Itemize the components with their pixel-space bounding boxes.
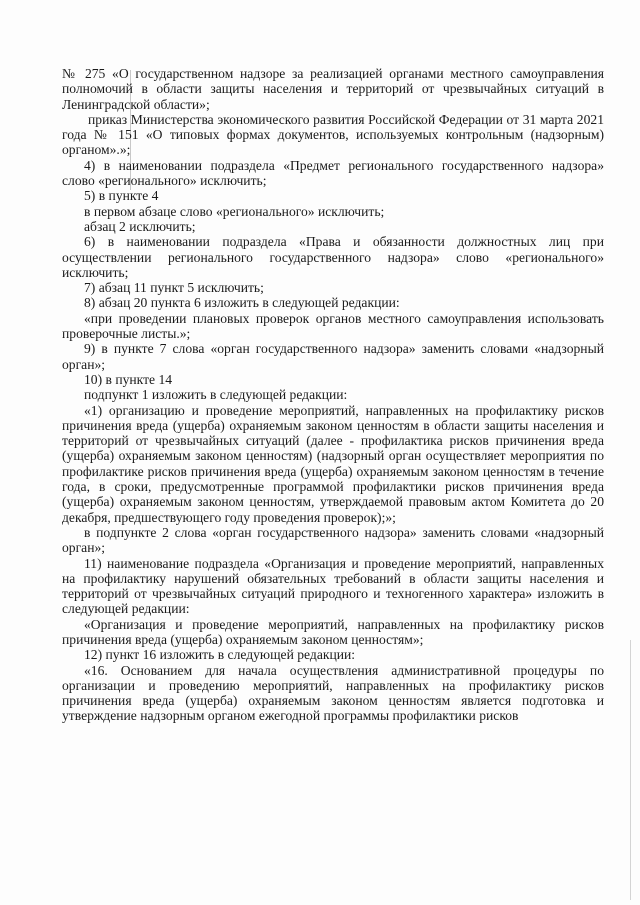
paragraph: 9) в пункте 7 слова «орган государственного надзора» заменить словами «надзорный орган»; <box>62 341 604 372</box>
paragraph: 5) в пункте 4 <box>84 188 159 204</box>
paragraph: 10) в пункте 14 <box>84 371 173 387</box>
paragraph: приказ Министерства экономического развития Российской Федерации от 31 марта 2021 года № 151 «О типовых формах документов, используемых контрольным (надзорным) органом».»; <box>62 111 604 158</box>
paragraph: 4) в наименовании подраздела «Предмет регионального государственного надзора» слово «регионального» исключить; <box>62 157 604 189</box>
paragraph: «1) организацию и проведение мероприятий, направленных на профилактику рисков причинения вреда (ущерба) охраняемым законом ценностям в области защиты населения и территорий от чрезвычайных ситуаций (далее - профилактика рисков причинения вреда (ущерба) охраняемым законом ценностям) (надзорный орган осуществляет мероприятия по профилактике рисков причинения вреда (ущерба) охраняемым законом ценностям в течение года, в сроки, предусмотренные программой профилактики рисков причинения вреда (ущерба) охраняемым законом ценностям, утверждаемой правовым актом Комитета до 20 декабря, предшествующего году проведения проверок);»; <box>62 402 604 525</box>
paragraph: № 275 «О государственном надзоре за реализацией органами местного самоуправления полномочий в области защиты населения и территорий от чрезвычайных ситуаций в Ленинградской области»; <box>62 66 604 112</box>
paragraph: «16. Основанием для начала осуществления административной процедуры по организации и проведению мероприятий, направленных на профилактику рисков причинения вреда (ущерба) охраняемым законом ценностям является подготовка и утверждение надзорным органом ежегодной программы профилактики рисков <box>62 662 604 724</box>
paragraph: в первом абзаце слово «регионального» исключить; <box>84 203 385 219</box>
paragraph: подпункт 1 изложить в следующей редакции: <box>84 387 348 403</box>
paragraph: абзац 2 исключить; <box>84 218 196 234</box>
paragraph: 8) абзац 20 пункта 6 изложить в следующей редакции: <box>84 295 400 311</box>
paragraph: 11) наименование подраздела «Организация и проведение мероприятий, направленных на профилактику нарушений обязательных требований в области защиты населения и территорий от чрезвычайных ситуаций природного и техногенного характера» изложить в следующей редакции: <box>62 555 604 617</box>
paragraph: 6) в наименовании подраздела «Права и обязанности должностных лиц при осуществлении регионального государственного надзора» слово «регионального» исключить; <box>62 234 604 280</box>
paragraph: в подпункте 2 слова «орган государственного надзора» заменить словами «надзорный орган»; <box>62 524 604 556</box>
document-body <box>62 66 604 724</box>
paragraph: «Организация и проведение мероприятий, направленных на профилактику рисков причинения вреда (ущерба) охраняемым законом ценностям»; <box>62 616 604 647</box>
paragraph: «при проведении плановых проверок органов местного самоуправления использовать проверочные листы.»; <box>62 310 604 342</box>
paragraph: 7) абзац 11 пункт 5 исключить; <box>84 280 264 296</box>
scan-artifact-line <box>630 640 631 900</box>
paragraph: 12) пункт 16 изложить в следующей редакции: <box>84 647 356 663</box>
